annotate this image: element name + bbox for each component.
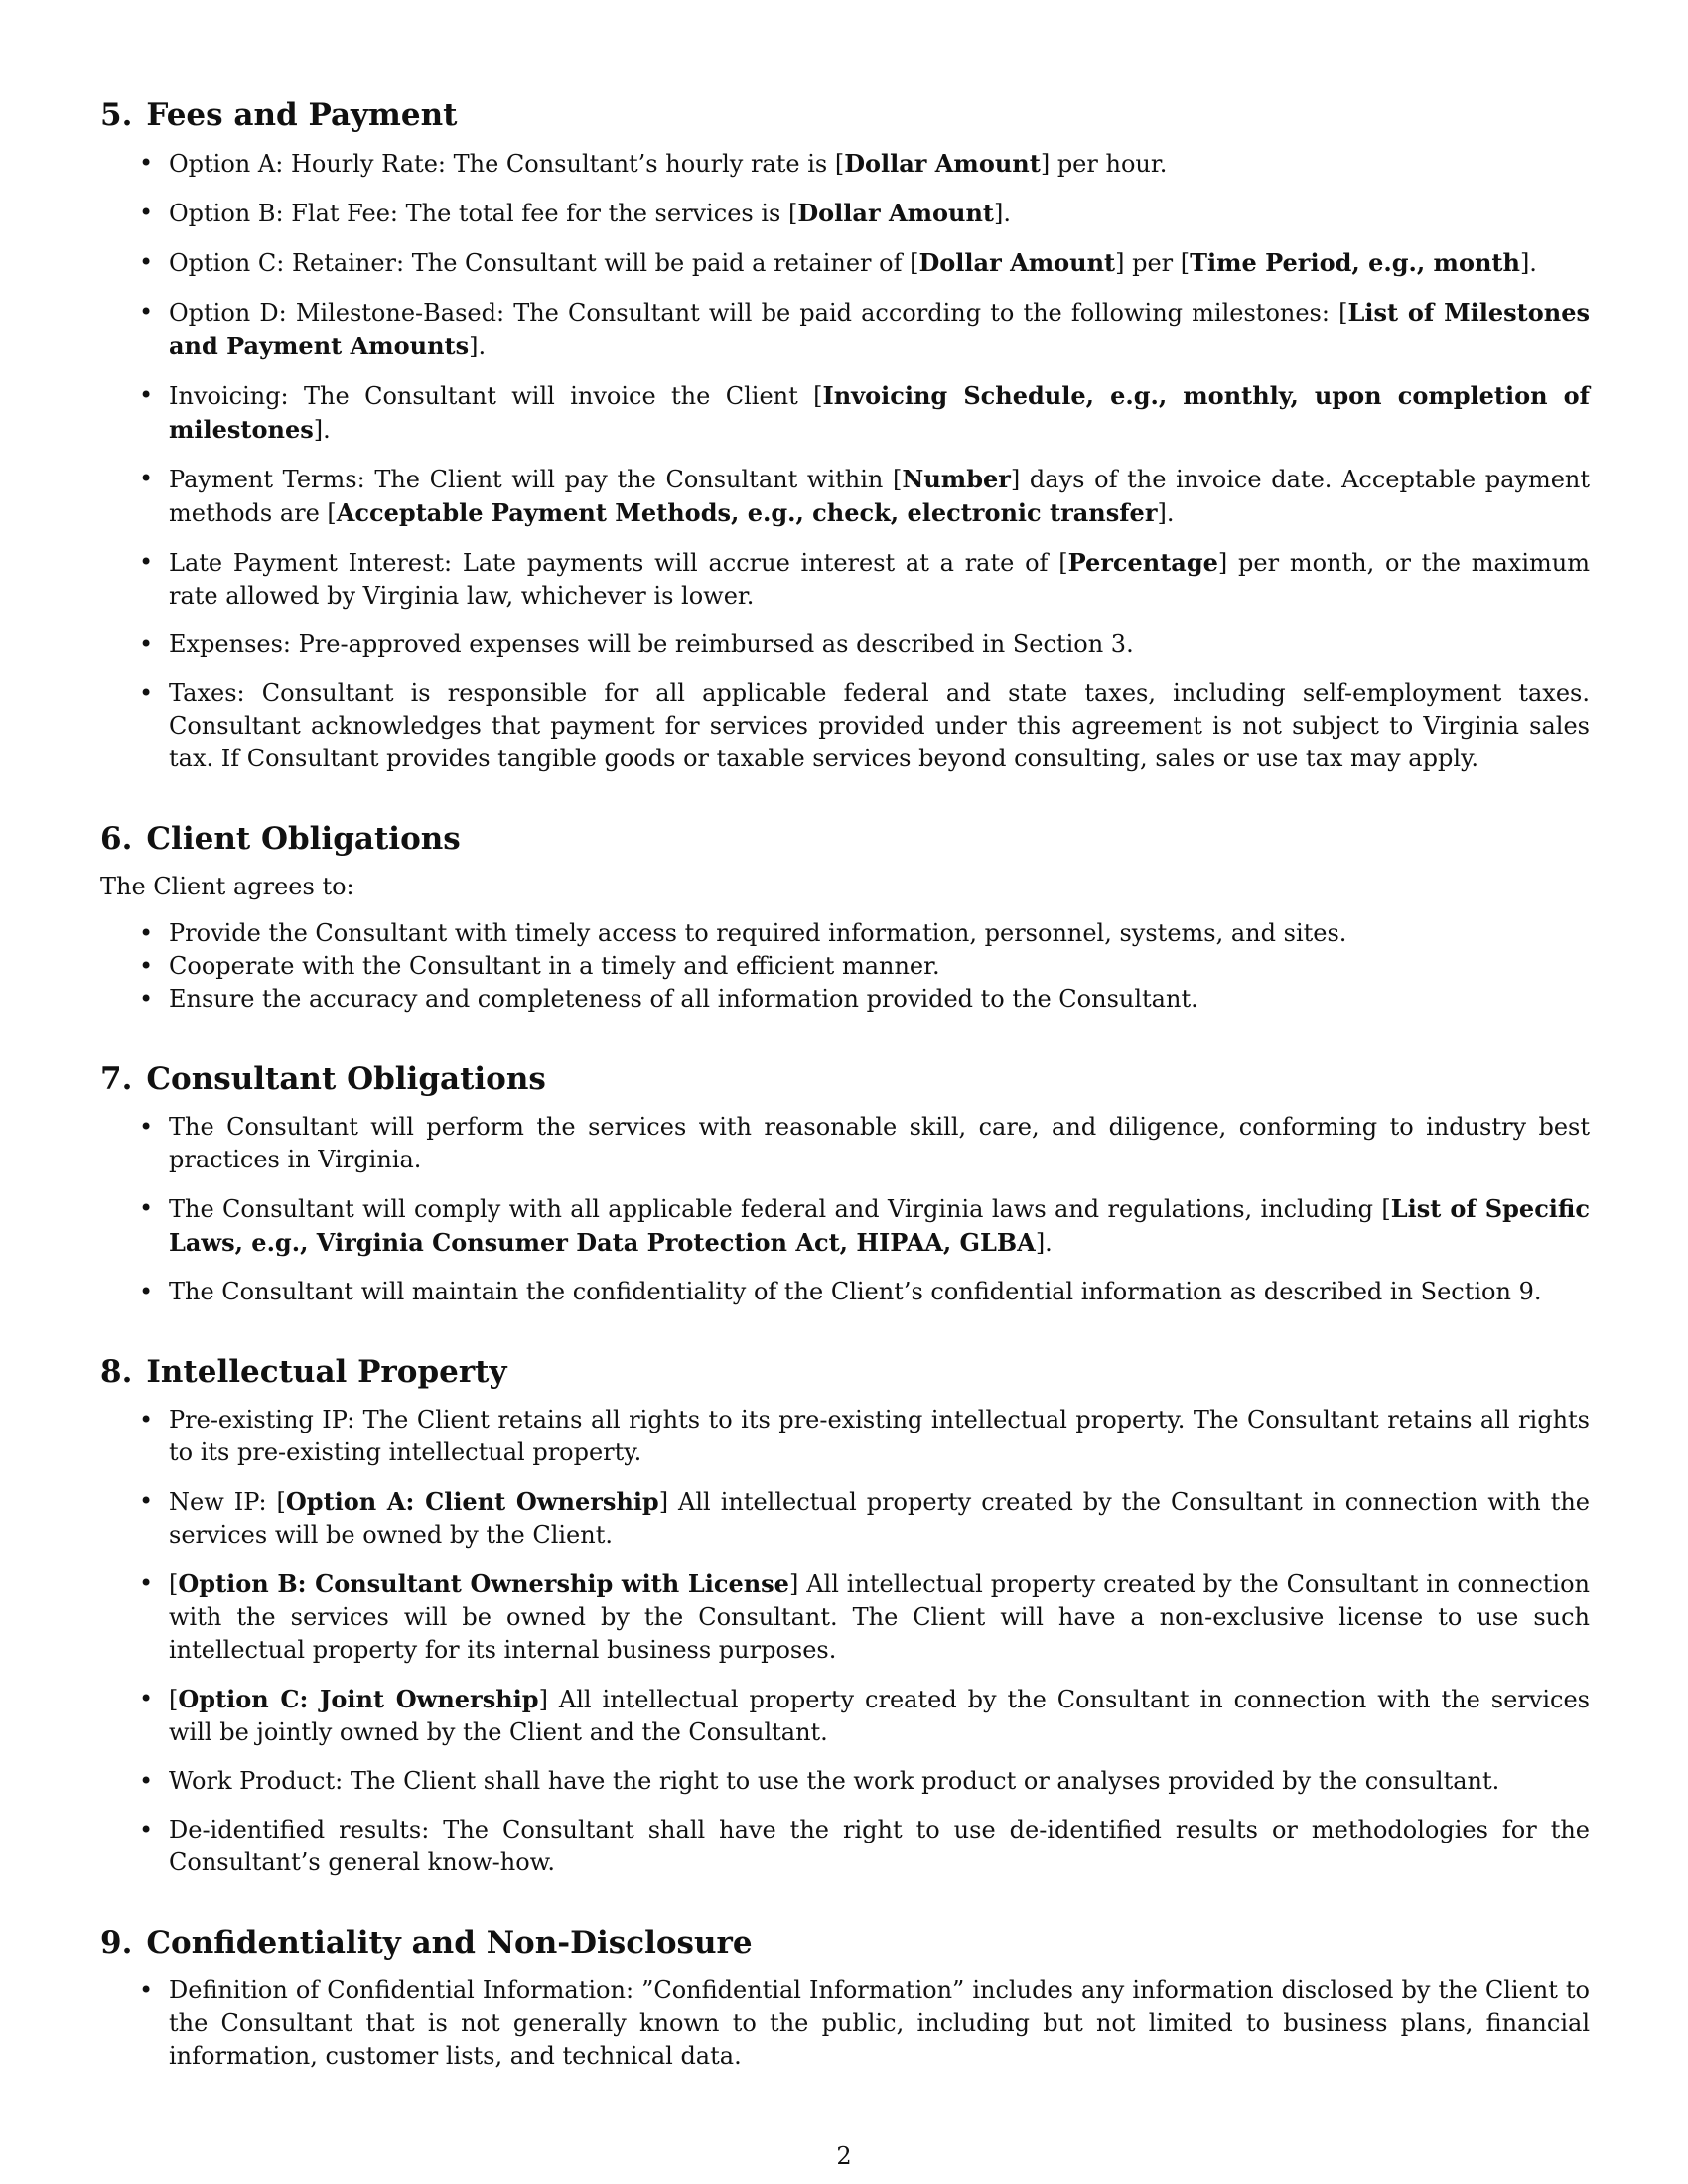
list-item [100, 1765, 1590, 1798]
bullet-icon: • [139, 1113, 154, 1141]
bullet-list [100, 1111, 1590, 1308]
list-item [100, 246, 1590, 280]
item-text: Option D: Milestone-Based: The Consultant will be paid according to the following milestones: [ [169, 299, 1348, 327]
bullet-icon: • [139, 298, 154, 326]
bullet-icon: • [139, 1194, 154, 1222]
bullet-icon: • [139, 1816, 154, 1843]
item-text: ] per [ [1115, 249, 1191, 277]
item-text: [ [169, 1570, 179, 1598]
list-item [100, 379, 1590, 447]
item-text: Definition of Confidential Information: ”Confidential Information” includes any information disclosed by the Client to the Consultant that is not generally known to the public, including but not limited to business plans, financial information, customer lists, and technical data. [169, 1977, 1590, 2070]
placeholder-text: List of Milestones and Payment Amounts [169, 298, 1590, 360]
bullet-icon: • [139, 1570, 154, 1597]
list-item [100, 677, 1590, 775]
section-5 [100, 95, 1590, 775]
item-text: [ [169, 1686, 179, 1713]
bullet-icon: • [139, 952, 154, 980]
bullet-icon: • [139, 919, 154, 947]
placeholder-text: Dollar Amount [918, 248, 1116, 277]
item-text: ]. [1157, 499, 1175, 527]
item-text: Expenses: Pre-approved expenses will be reimbursed as described in Section 3. [169, 630, 1134, 658]
bullet-icon: • [139, 248, 154, 276]
item-text: ] All intellectual property created by the Consultant in connection with the services will be owned by the Client. [169, 1488, 1590, 1549]
section-number: 5. [100, 97, 133, 133]
item-text: ] All intellectual property created by the Consultant in connection with the services will be jointly owned by the Client and the Consultant. [169, 1686, 1590, 1746]
bullet-icon: • [139, 199, 154, 226]
bullet-icon: • [139, 149, 154, 177]
item-text: Provide the Consultant with timely access to required information, personnel, systems, and sites. [169, 919, 1347, 947]
section-title: Client Obligations [146, 821, 461, 857]
list-item [100, 1683, 1590, 1749]
item-text: ]. [1035, 1229, 1053, 1257]
item-text: ] days of the invoice date. Acceptable payment methods are [ [169, 466, 1591, 527]
section-heading [100, 1352, 1590, 1392]
list-item [100, 1192, 1590, 1260]
bullet-icon: • [139, 548, 154, 576]
item-text: The Consultant will comply with all applicable federal and Virginia laws and regulations, including [ [169, 1195, 1391, 1223]
bullet-icon: • [139, 465, 154, 492]
bullet-list [100, 917, 1590, 1016]
bullet-icon: • [139, 381, 154, 409]
bullet-icon: • [139, 1487, 154, 1515]
section-intro: The Client agrees to: [100, 873, 354, 900]
section-number: 6. [100, 821, 133, 857]
list-item [100, 546, 1590, 613]
bullet-icon: • [139, 1278, 154, 1305]
item-text: ]. [469, 333, 487, 360]
item-text: ]. [993, 200, 1011, 227]
placeholder-text: Percentage [1067, 548, 1218, 577]
section-title: Consultant Obligations [146, 1061, 546, 1097]
list-item [100, 917, 1590, 950]
bullet-icon: • [139, 1767, 154, 1795]
bullet-list [100, 1975, 1590, 2073]
item-text: ] per hour. [1040, 150, 1168, 178]
placeholder-text: Dollar Amount [797, 199, 994, 227]
section-9 [100, 1923, 1590, 2073]
section-number: 8. [100, 1354, 133, 1390]
item-text: Payment Terms: The Client will pay the Consultant within [ [169, 466, 903, 493]
bullet-icon: • [139, 1406, 154, 1433]
bullet-icon: • [139, 1977, 154, 2004]
section-8 [100, 1352, 1590, 1879]
placeholder-text: Acceptable Payment Methods, e.g., check, electronic transfer [336, 498, 1158, 527]
document-page [100, 95, 1590, 2116]
list-item [100, 1276, 1590, 1308]
bullet-icon: • [139, 1685, 154, 1712]
list-item [100, 1975, 1590, 2073]
list-item [100, 463, 1590, 530]
list-item [100, 950, 1590, 983]
item-text: ]. [1519, 249, 1537, 277]
item-text: Taxes: Consultant is responsible for all applicable federal and state taxes, including self-employment taxes. Consultant acknowledges that payment for services provided under this agreement is not subject to Virginia sales tax. If Consultant provides tangible goods or taxable services beyond consulting, sales or use tax may apply. [169, 679, 1590, 772]
section-heading [100, 819, 1590, 859]
section-7 [100, 1059, 1590, 1308]
placeholder-text: Invoicing Schedule, e.g., monthly, upon completion of milestones [169, 381, 1590, 444]
item-text: Option A: Hourly Rate: The Consultant’s hourly rate is [ [169, 150, 845, 178]
list-item [100, 1568, 1590, 1667]
bullet-icon: • [139, 679, 154, 707]
list-item [100, 1485, 1590, 1552]
item-text: ]. [313, 416, 331, 444]
section-title: Fees and Payment [146, 97, 458, 133]
list-item [100, 296, 1590, 363]
item-text: Work Product: The Client shall have the right to use the work product or analyses provided by the consultant. [169, 1767, 1500, 1795]
placeholder-text: Dollar Amount [844, 149, 1041, 178]
bullet-list [100, 1404, 1590, 1879]
placeholder-text: Option A: Client Ownership [285, 1487, 659, 1516]
placeholder-text: List of Specific Laws, e.g., Virginia Consumer Data Protection Act, HIPAA, GLBA [169, 1194, 1590, 1257]
placeholder-text: Option B: Consultant Ownership with License [178, 1570, 789, 1598]
list-item [100, 147, 1590, 181]
section-title: Confidentiality and Non-Disclosure [146, 1925, 753, 1961]
section-title: Intellectual Property [146, 1354, 507, 1390]
list-item [100, 1404, 1590, 1469]
list-item [100, 983, 1590, 1016]
list-item [100, 197, 1590, 230]
item-text: Option B: Flat Fee: The total fee for the services is [ [169, 200, 798, 227]
item-text: New IP: [ [169, 1488, 286, 1516]
placeholder-text: Number [902, 465, 1011, 493]
section-heading [100, 1059, 1590, 1099]
section-number: 9. [100, 1925, 133, 1961]
item-text: ] per month, or the maximum rate allowed by Virginia law, whichever is lower. [169, 549, 1590, 610]
item-text: Cooperate with the Consultant in a timely and efficient manner. [169, 952, 940, 980]
bullet-list [100, 147, 1590, 775]
page-number: 2 [836, 2142, 852, 2170]
list-item [100, 1814, 1590, 1879]
section-6 [100, 819, 1590, 1016]
item-text: Pre-existing IP: The Client retains all rights to its pre-existing intellectual property. The Consultant retains all rights to its pre-existing intellectual property. [169, 1406, 1590, 1466]
item-text: Late Payment Interest: Late payments will accrue interest at a rate of [ [169, 549, 1068, 577]
item-text: ] All intellectual property created by the Consultant in connection with the services will be owned by the Consultant. The Client will have a non-exclusive license to use such intellectual property for its internal business purposes. [169, 1570, 1590, 1664]
section-heading [100, 95, 1590, 135]
item-text: The Consultant will maintain the confidentiality of the Client’s confidential information as described in Section 9. [169, 1278, 1542, 1305]
placeholder-text: Time Period, e.g., month [1190, 248, 1520, 277]
item-text: Invoicing: The Consultant will invoice the Client [ [169, 382, 823, 410]
bullet-icon: • [139, 985, 154, 1013]
item-text: The Consultant will perform the services with reasonable skill, care, and diligence, conforming to industry best practices in Virginia. [169, 1113, 1590, 1173]
list-item [100, 628, 1590, 661]
placeholder-text: Option C: Joint Ownership [178, 1685, 539, 1713]
section-heading [100, 1923, 1590, 1963]
section-number: 7. [100, 1061, 133, 1097]
bullet-icon: • [139, 630, 154, 658]
item-text: Ensure the accuracy and completeness of all information provided to the Consultant. [169, 985, 1198, 1013]
item-text: De-identified results: The Consultant shall have the right to use de-identified results or methodologies for the Consultant’s general know-how. [169, 1816, 1590, 1876]
item-text: Option C: Retainer: The Consultant will be paid a retainer of [ [169, 249, 919, 277]
list-item [100, 1111, 1590, 1176]
